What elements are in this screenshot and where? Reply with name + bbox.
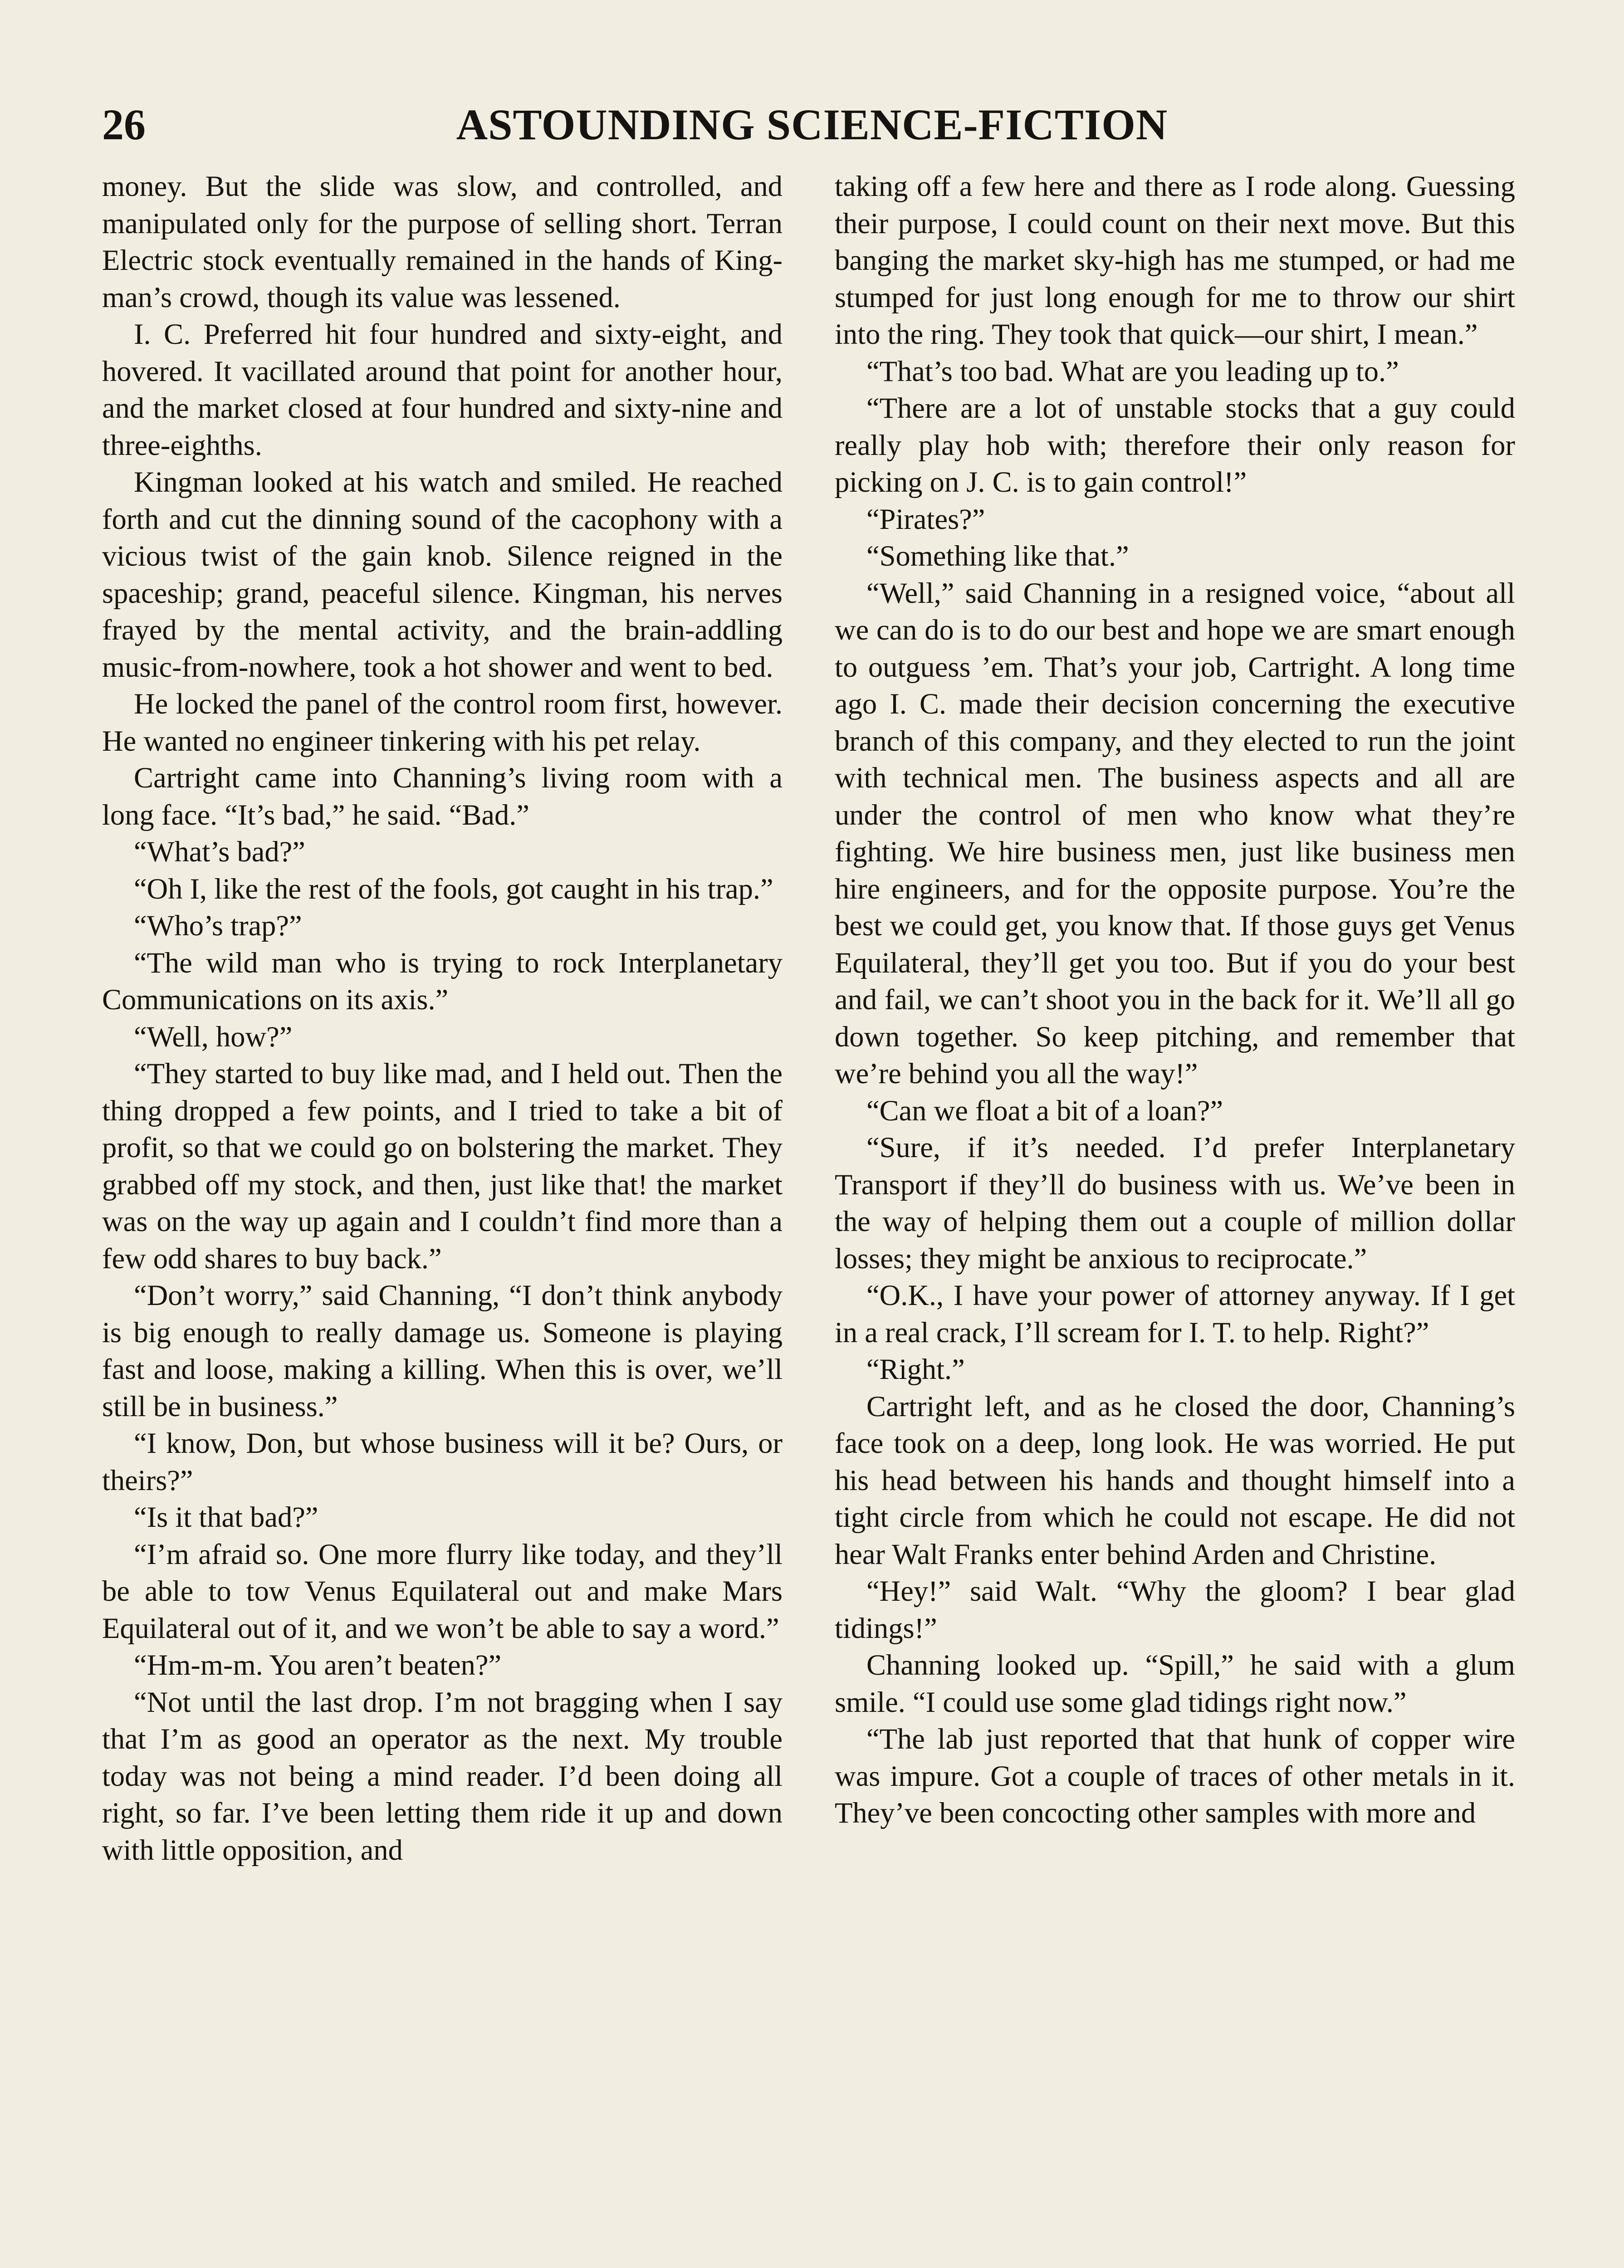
paragraph: money. But the slide was slow, and controlled, and manipulated only for the purpose of selling short. Terran Electric stock eventually remained in the hands of Kingman’s crowd, though its value was lessened. — [102, 170, 783, 313]
text-column-left — [102, 168, 783, 2268]
paragraph: “Hm-m-m. You aren’t beaten?” — [134, 1649, 502, 1681]
paragraph: “There are a lot of unstable stocks that a guy could really play hob with; therefore their only reason for picking on J. C. is to gain control!” — [835, 392, 1515, 498]
paragraph: “Well, how?” — [134, 1020, 293, 1053]
paragraph: “Is it that bad?” — [134, 1501, 318, 1533]
paragraph: Cartright came into Channing’s living room with a long face. “It’s bad,” he said. “Bad.” — [102, 762, 783, 831]
paragraph: “Well,” said Channing in a resigned voice, “about all we can do is to do our best and hope we are smart enough to outguess ’em. That’s your job, Cartright. A long time ago I. C. made their decision concerning the executive branch of this company, and they elected to run the joint with technical men. The business aspects and all are under the control of men who know what they’re fighting. We hire business men, just like business men hire engineers, and for the opposite purpose. You’re the best we could get, you know that. If those guys get Venus Equilateral, they’ll get you too. But if you do your best and fail, we can’t shoot you in the back for it. We’ll all go down together. So keep pitching, and remember that we’re behind you all the way!” — [835, 577, 1515, 1090]
paragraph: taking off a few here and there as I rode along. Guessing their purpose, I could count on their next move. But this banging the market sky-high has me stumped, or had me stumped for just long enough for me to throw our shirt into the ring. They took that quick—our shirt, I mean.” — [835, 170, 1515, 350]
paragraph: “Can we float a bit of a loan?” — [866, 1094, 1223, 1127]
paragraph: “They started to buy like mad, and I held out. Then the thing dropped a few points, and I tried to take a bit of profit, so that we could go on bolstering the market. They grabbed off my stock, and then, just like that! the market was on the way up again and I couldn’t find more than a few odd shares to buy back.” — [102, 1057, 783, 1275]
paragraph: “The lab just reported that that hunk of copper wire was impure. Got a couple of traces of other metals in it. They’ve been concocting other samples with more and — [835, 1723, 1515, 1829]
paragraph: Channing looked up. “Spill,” he said with a glum smile. “I could use some glad tidings right now.” — [835, 1649, 1515, 1718]
page-header — [102, 98, 1522, 156]
paragraph: Cartright left, and as he closed the door, Channing’s face took on a deep, long look. He was worried. He put his head between his hands and thought himself into a tight circle from which he could not escape. He did not hear Walt Franks enter behind Arden and Christine. — [835, 1390, 1515, 1570]
paragraph: “Oh I, like the rest of the fools, got caught in his trap.” — [134, 872, 773, 905]
paragraph: Kingman looked at his watch and smiled. He reached forth and cut the dinning sound of the cacophony with a vicious twist of the gain knob. Silence reigned in the spaceship; grand, peaceful silence. Kingman, his nerves frayed by the mental activity, and the brain-addling music-from-nowhere, took a hot shower and went to bed. — [102, 466, 783, 683]
paragraph: “Something like that.” — [866, 540, 1129, 572]
paragraph: “I know, Don, but whose business will it be? Ours, or theirs?” — [102, 1427, 783, 1496]
paragraph: “Sure, if it’s needed. I’d prefer Interplanetary Transport if they’ll do business with us. We’ve been in the way of helping them out a couple of million dollar losses; they might be anxious to reciprocate.” — [835, 1131, 1515, 1275]
paragraph: “O.K., I have your power of attorney anyway. If I get in a real crack, I’ll scream for I. T. to help. Right?” — [835, 1279, 1515, 1349]
paragraph: “I’m afraid so. One more flurry like today, and they’ll be able to tow Venus Equilateral out and make Mars Equilateral out of it, and we won’t be able to say a word.” — [102, 1538, 783, 1644]
page-number: 26 — [102, 100, 146, 149]
paragraph: “Hey!” said Walt. “Why the gloom? I bear glad tidings!” — [835, 1575, 1515, 1644]
text-column-right — [835, 168, 1515, 2268]
paragraph: “Who’s trap?” — [134, 909, 302, 942]
paragraph: I. C. Preferred hit four hundred and sixty-eight, and hovered. It vacillated around that point for another hour, and the market closed at four hundred and sixty-nine and three-eighths. — [102, 318, 783, 461]
paragraph: “That’s too bad. What are you leading up to.” — [866, 355, 1399, 387]
paragraph: “Don’t worry,” said Channing, “I don’t think anybody is big enough to really damage us. Someone is playing fast and loose, making a killing. When this is over, we’ll still be in business.” — [102, 1279, 783, 1422]
paragraph: He locked the panel of the control room first, however. He wanted no engineer tinkering with his pet relay. — [102, 688, 783, 757]
paragraph: “What’s bad?” — [134, 836, 305, 868]
magazine-title: ASTOUNDING SCIENCE-FICTION — [456, 100, 1168, 149]
paragraph: “Pirates?” — [866, 503, 985, 535]
paragraph: “Right.” — [866, 1353, 965, 1385]
paragraph: “The wild man who is trying to rock Interplanetary Communications on its axis.” — [102, 946, 783, 1016]
paragraph: “Not until the last drop. I’m not bragging when I say that I’m as good an operator as the next. My trouble today was not being a mind reader. I’d been doing all right, so far. I’ve been letting them ride it up and down with little opposition, and — [102, 1686, 783, 1866]
